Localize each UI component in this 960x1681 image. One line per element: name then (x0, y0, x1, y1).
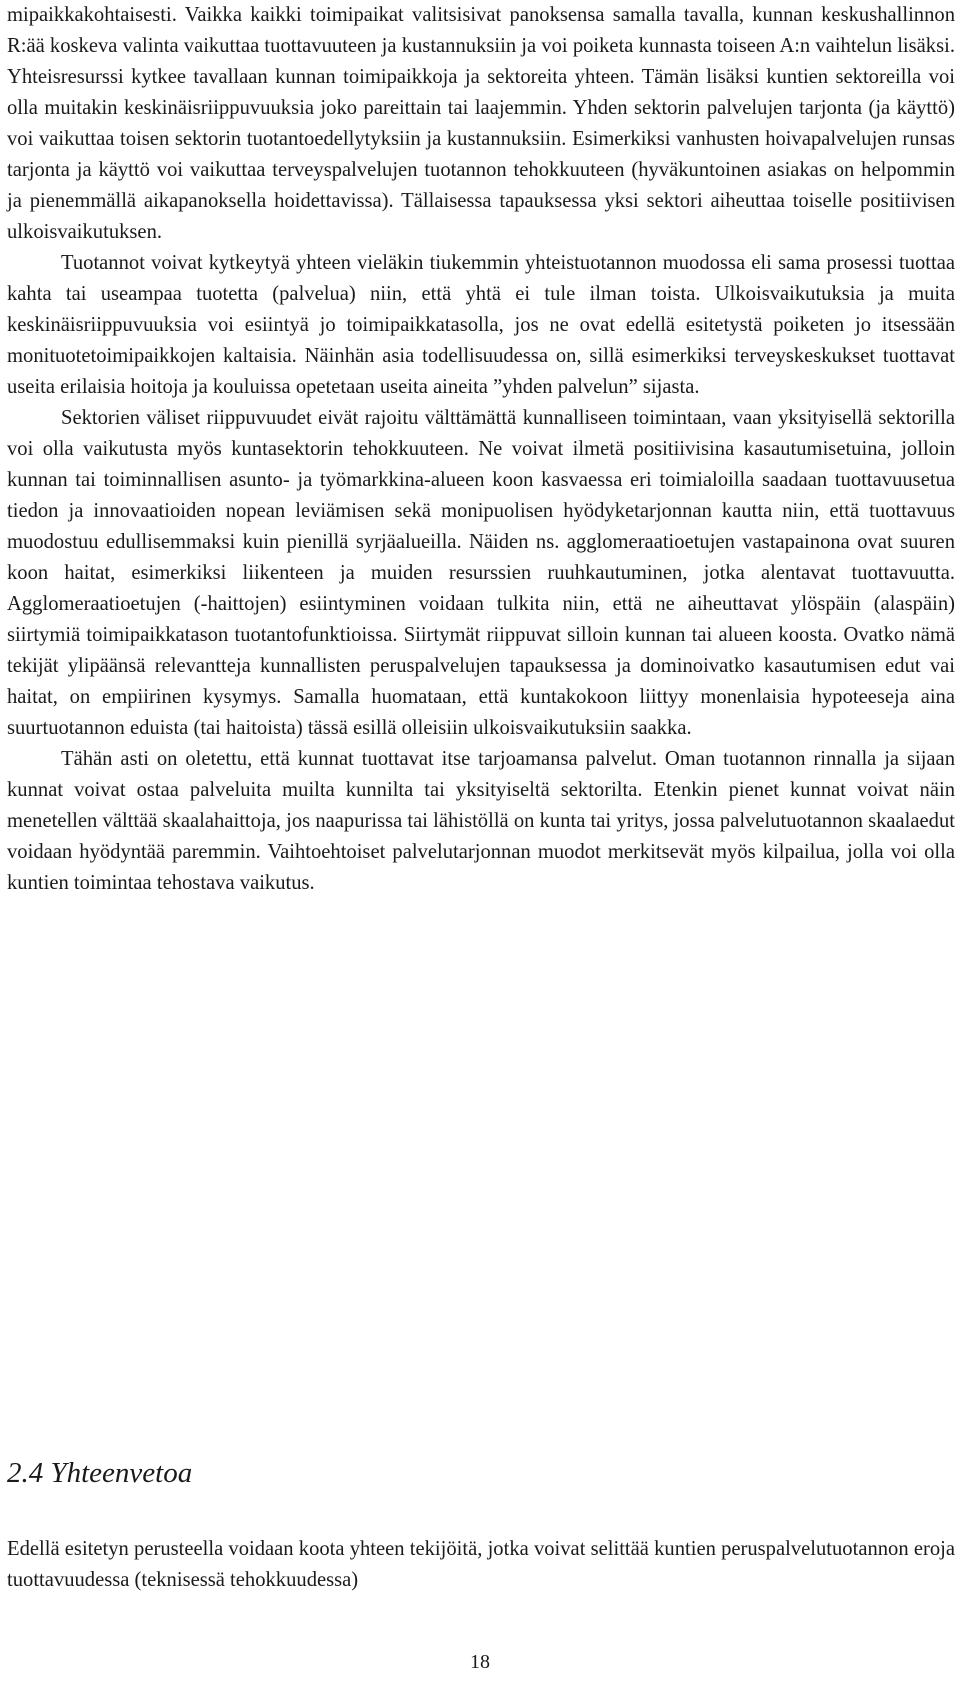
section-body (7, 1534, 955, 1596)
paragraph-4: Tähän asti on oletettu, että kunnat tuottavat itse tarjoamansa palvelut. Oman tuotannon rinnalla ja sijaan kunnat voivat ostaa palveluita muilta kunnilta tai yksityiseltä sektorilta. Etenkin pienet kunnat voivat näin menetellen välttää skaalahaittoja, jos naapurissa tai lähistöllä on kunta tai yritys, jossa palvelutuotannon skaalaedut voidaan hyödyntää paremmin. Vaihtoehtoiset palvelutarjonnan muodot merkitsevät myös kilpailua, jolla voi olla kuntien toimintaa tehostava vaikutus. (7, 748, 955, 894)
paragraph-3: Sektorien väliset riippuvuudet eivät rajoitu välttämättä kunnalliseen toimintaan, vaan yksityisellä sektorilla voi olla vaikutusta myös kuntasektorin tehokkuuteen. Ne voivat ilmetä positiivisina kasautumisetuina, jolloin kunnan tai toiminnallisen asunto- ja työmarkkina-alueen koon kasvaessa eri toimialoilla saadaan tuottavuusetua tiedon ja innovaatioiden nopean leviämisen sekä monipuolisen hyödyketarjonnan kautta niin, että tuottavuus muodostuu edullisemmaksi kuin pienillä syrjäalueilla. Näiden ns. agglomeraatioetujen vastapainona ovat suuren koon haitat, esimerkiksi liikenteen ja muiden resurssien ruuhkautuminen, jotka alentavat tuottavuutta. Agglomeraatioetujen (-haittojen) esiintyminen voidaan tulkita niin, että ne aiheuttavat ylöspäin (alaspäin) siirtymiä toimipaikkatason tuotantofunktioissa. Siirtymät riippuvat silloin kunnan tai alueen koosta. Ovatko nämä tekijät ylipäänsä relevantteja kunnallisten peruspalvelujen tapauksessa ja dominoivatko kasautumisen edut vai haitat, on empiirinen kysymys. Samalla huomataan, että kuntakokoon liittyy monenlaisia hypoteeseja aina suurtuotannon eduista (tai haitoista) tässä esillä olleisiin ulkoisvaikutuksiin saakka. (7, 407, 955, 739)
page-number: 18 (470, 1651, 490, 1673)
section-paragraph: Edellä esitetyn perusteella voidaan koota yhteen tekijöitä, jotka voivat selittää kuntien peruspalvelutuotannon eroja tuottavuudessa (teknisessä tehokkuudessa) (7, 1538, 955, 1591)
paragraph-2: Tuotannot voivat kytkeytyä yhteen vieläkin tiukemmin yhteistuotannon muodossa eli sama prosessi tuottaa kahta tai useampaa tuotetta (palvelua) niin, että yhtä ei tule ilman toista. Ulkoisvaikutuksia ja muita keskinäisriippuvuuksia voi esiintyä jo toimipaikkatasolla, jos ne ovat edellä esitetystä poiketen jo itsessään monituotetoimipaikkojen kaltaisia. Näinhän asia todellisuudessa on, sillä esimerkiksi terveyskeskukset tuottavat useita erilaisia hoitoja ja kouluissa opetetaan useita aineita ”yhden palvelun” sijasta. (7, 252, 955, 398)
body-text (7, 0, 955, 899)
section-heading: 2.4 Yhteenvetoa (7, 1457, 193, 1489)
paragraph-1: mipaikkakohtaisesti. Vaikka kaikki toimipaikat valitsisivat panoksensa samalla tavalla, kunnan keskushallinnon R:ää koskeva valinta vaikuttaa tuottavuuteen ja kustannuksiin ja voi poiketa kunnasta toiseen A:n vaihtelun lisäksi. Yhteisresurssi kytkee tavallaan kunnan toimipaikkoja ja sektoreita yhteen. Tämän lisäksi kuntien sektoreilla voi olla muitakin keskinäisriippuvuuksia joko pareittain tai laajemmin. Yhden sektorin palvelujen tarjonta (ja käyttö) voi vaikuttaa toisen sektorin tuotantoedellytyksiin ja kustannuksiin. Esimerkiksi vanhusten hoivapalvelujen runsas tarjonta ja käyttö voi vaikuttaa terveyspalvelujen tuotannon tehokkuuteen (hyväkuntoinen asiakas on helpommin ja pienemmällä aikapanoksella hoidettavissa). Tällaisessa tapauksessa yksi sektori aiheuttaa toiselle positiivisen ulkoisvaikutuksen. (7, 4, 955, 243)
